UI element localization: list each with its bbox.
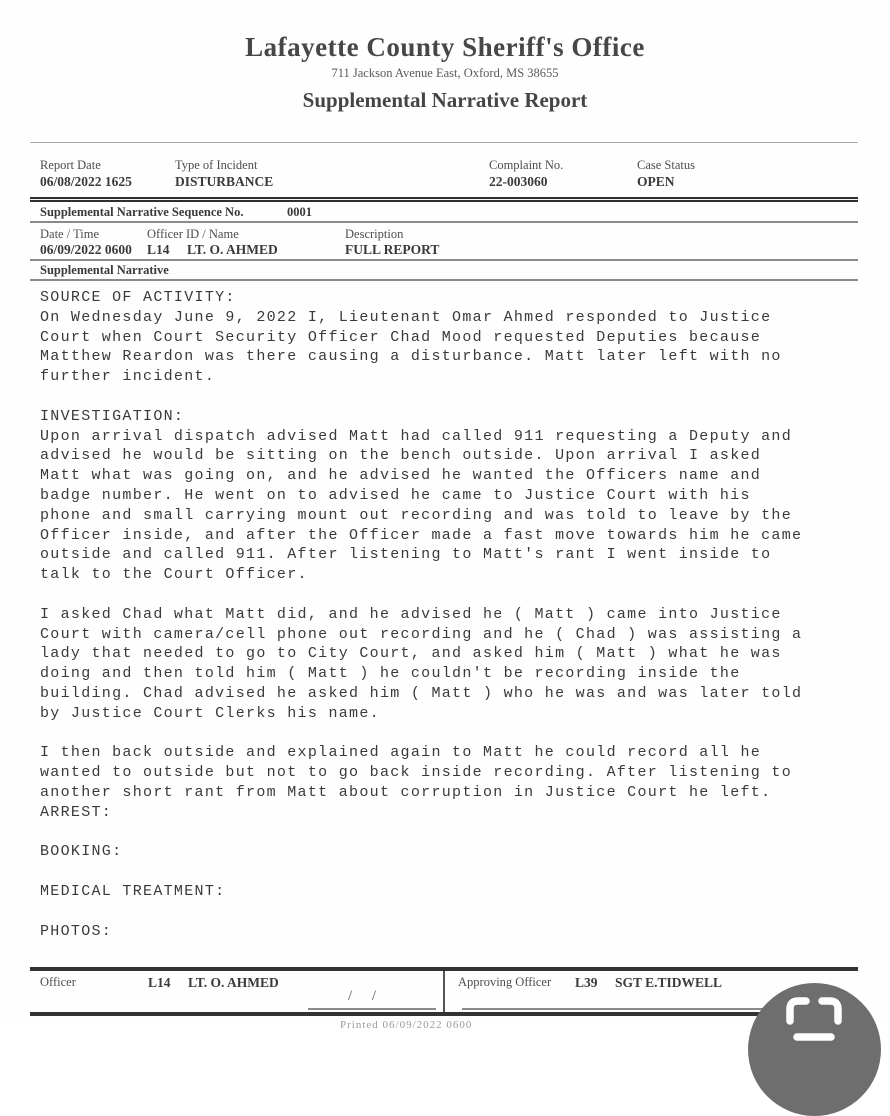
clipped-print-line: Printed 06/09/2022 0600	[340, 1019, 473, 1031]
officer-name-value: LT. O. AHMED	[187, 242, 278, 257]
narrative-line: Officer inside, and after the Officer made a fast move towards him he came	[40, 526, 803, 544]
row2-underline	[30, 259, 858, 261]
narrative-line: phone and small carrying mount out recording and was told to leave by the	[40, 506, 793, 524]
narrative-line: doing and then told him ( Matt ) he couldn't be recording inside the	[40, 665, 741, 683]
narrative-line: badge number. He went on to advised he came to Justice Court with his	[40, 486, 751, 504]
narrative-line: talk to the Court Officer.	[40, 566, 308, 584]
narrative-line: further incident.	[40, 368, 216, 386]
officer-id-label: Officer ID / Name	[147, 227, 239, 241]
narrative-line: lady that needed to go to City Court, and asked him ( Matt ) what he was	[40, 645, 782, 663]
narrative-line: outside and called 911. After listening to Matt's rant I went inside to	[40, 546, 772, 564]
narrative-line: BOOKING:	[40, 843, 123, 861]
narrative-line: Upon arrival dispatch advised Matt had called 911 requesting a Deputy and	[40, 427, 793, 445]
narrative-line: PHOTOS:	[40, 922, 113, 940]
agency-title: Lafayette County Sheriff's Office	[245, 32, 645, 62]
scan-button[interactable]	[748, 983, 881, 1116]
narrative-line: building. Chad advised he asked him ( Matt ) who he was and was later told	[40, 684, 803, 702]
description-label: Description	[345, 227, 404, 241]
footer-approving-id: L39	[575, 975, 598, 990]
footer-officer-id: L14	[148, 975, 171, 990]
narrative-line	[40, 387, 840, 407]
top-rule	[30, 142, 858, 143]
case-status-value: OPEN	[637, 174, 675, 189]
sequence-underline	[30, 221, 858, 223]
footer-approving-name: SGT E.TIDWELL	[615, 975, 723, 990]
narrative-line	[40, 724, 840, 744]
report-title: Supplemental Narrative Report	[302, 88, 588, 112]
narrative-underline	[30, 279, 858, 281]
officer-id-value: L14	[147, 242, 170, 257]
agency-address: 711 Jackson Avenue East, Oxford, MS 38655	[331, 66, 559, 80]
narrative-line: Matthew Reardon was there causing a disturbance. Matt later left with no	[40, 348, 782, 366]
narrative-body	[40, 288, 840, 941]
narrative-line: ARREST:	[40, 803, 113, 821]
complaint-no-value: 22-003060	[489, 174, 548, 189]
narrative-line: another short rant from Matt about corruption in Justice Court he left.	[40, 783, 772, 801]
narrative-line: Court with camera/cell phone out recording and he ( Chad ) was assisting a	[40, 625, 803, 643]
narrative-line: I asked Chad what Matt did, and he advised he ( Matt ) came into Justice	[40, 605, 782, 623]
narrative-line: wanted to outside but not to go back inside recording. After listening to	[40, 764, 793, 782]
section-divider-heavy	[30, 197, 858, 202]
narrative-line	[40, 862, 840, 882]
report-date-value: 06/08/2022 1625	[40, 174, 132, 189]
datetime-label: Date / Time	[40, 227, 100, 241]
narrative-line: I then back outside and explained again to Matt he could record all he	[40, 744, 762, 762]
narrative-line: by Justice Court Clerks his name.	[40, 704, 380, 722]
footer-officer-label: Officer	[40, 975, 76, 989]
footer-approving-label: Approving Officer	[458, 975, 552, 989]
complaint-no-label: Complaint No.	[489, 158, 564, 172]
description-value: FULL REPORT	[345, 242, 440, 257]
narrative-line: Matt what was going on, and he advised he wanted the Officers name and	[40, 467, 762, 485]
narrative-line: INVESTIGATION:	[40, 407, 185, 425]
narrative-line: advised he would be sitting on the bench outside. Upon arrival I asked	[40, 447, 762, 465]
sequence-value: 0001	[287, 205, 312, 219]
incident-type-value: DISTURBANCE	[175, 174, 274, 189]
narrative-line: On Wednesday June 9, 2022 I, Lieutenant Omar Ahmed responded to Justice	[40, 308, 772, 326]
report-date-label: Report Date	[40, 158, 101, 172]
sequence-label: Supplemental Narrative Sequence No.	[40, 205, 244, 219]
footer-bottom-rule	[30, 1012, 858, 1016]
narrative-line	[40, 902, 840, 922]
narrative-line: SOURCE OF ACTIVITY:	[40, 289, 236, 306]
officer-signature-line	[308, 1008, 436, 1010]
incident-type-label: Type of Incident	[175, 158, 258, 172]
narrative-line	[40, 585, 840, 605]
datetime-value: 06/09/2022 0600	[40, 242, 132, 257]
narrative-section-label: Supplemental Narrative	[40, 263, 169, 277]
footer-divider	[443, 971, 445, 1013]
case-status-label: Case Status	[637, 158, 695, 172]
narrative-line	[40, 823, 840, 843]
footer-officer-name: LT. O. AHMED	[188, 975, 279, 990]
narrative-line: Court when Court Security Officer Chad Mood requested Deputies because	[40, 328, 762, 346]
signature-slashes: / /	[348, 988, 385, 1004]
narrative-line: MEDICAL TREATMENT:	[40, 882, 226, 900]
